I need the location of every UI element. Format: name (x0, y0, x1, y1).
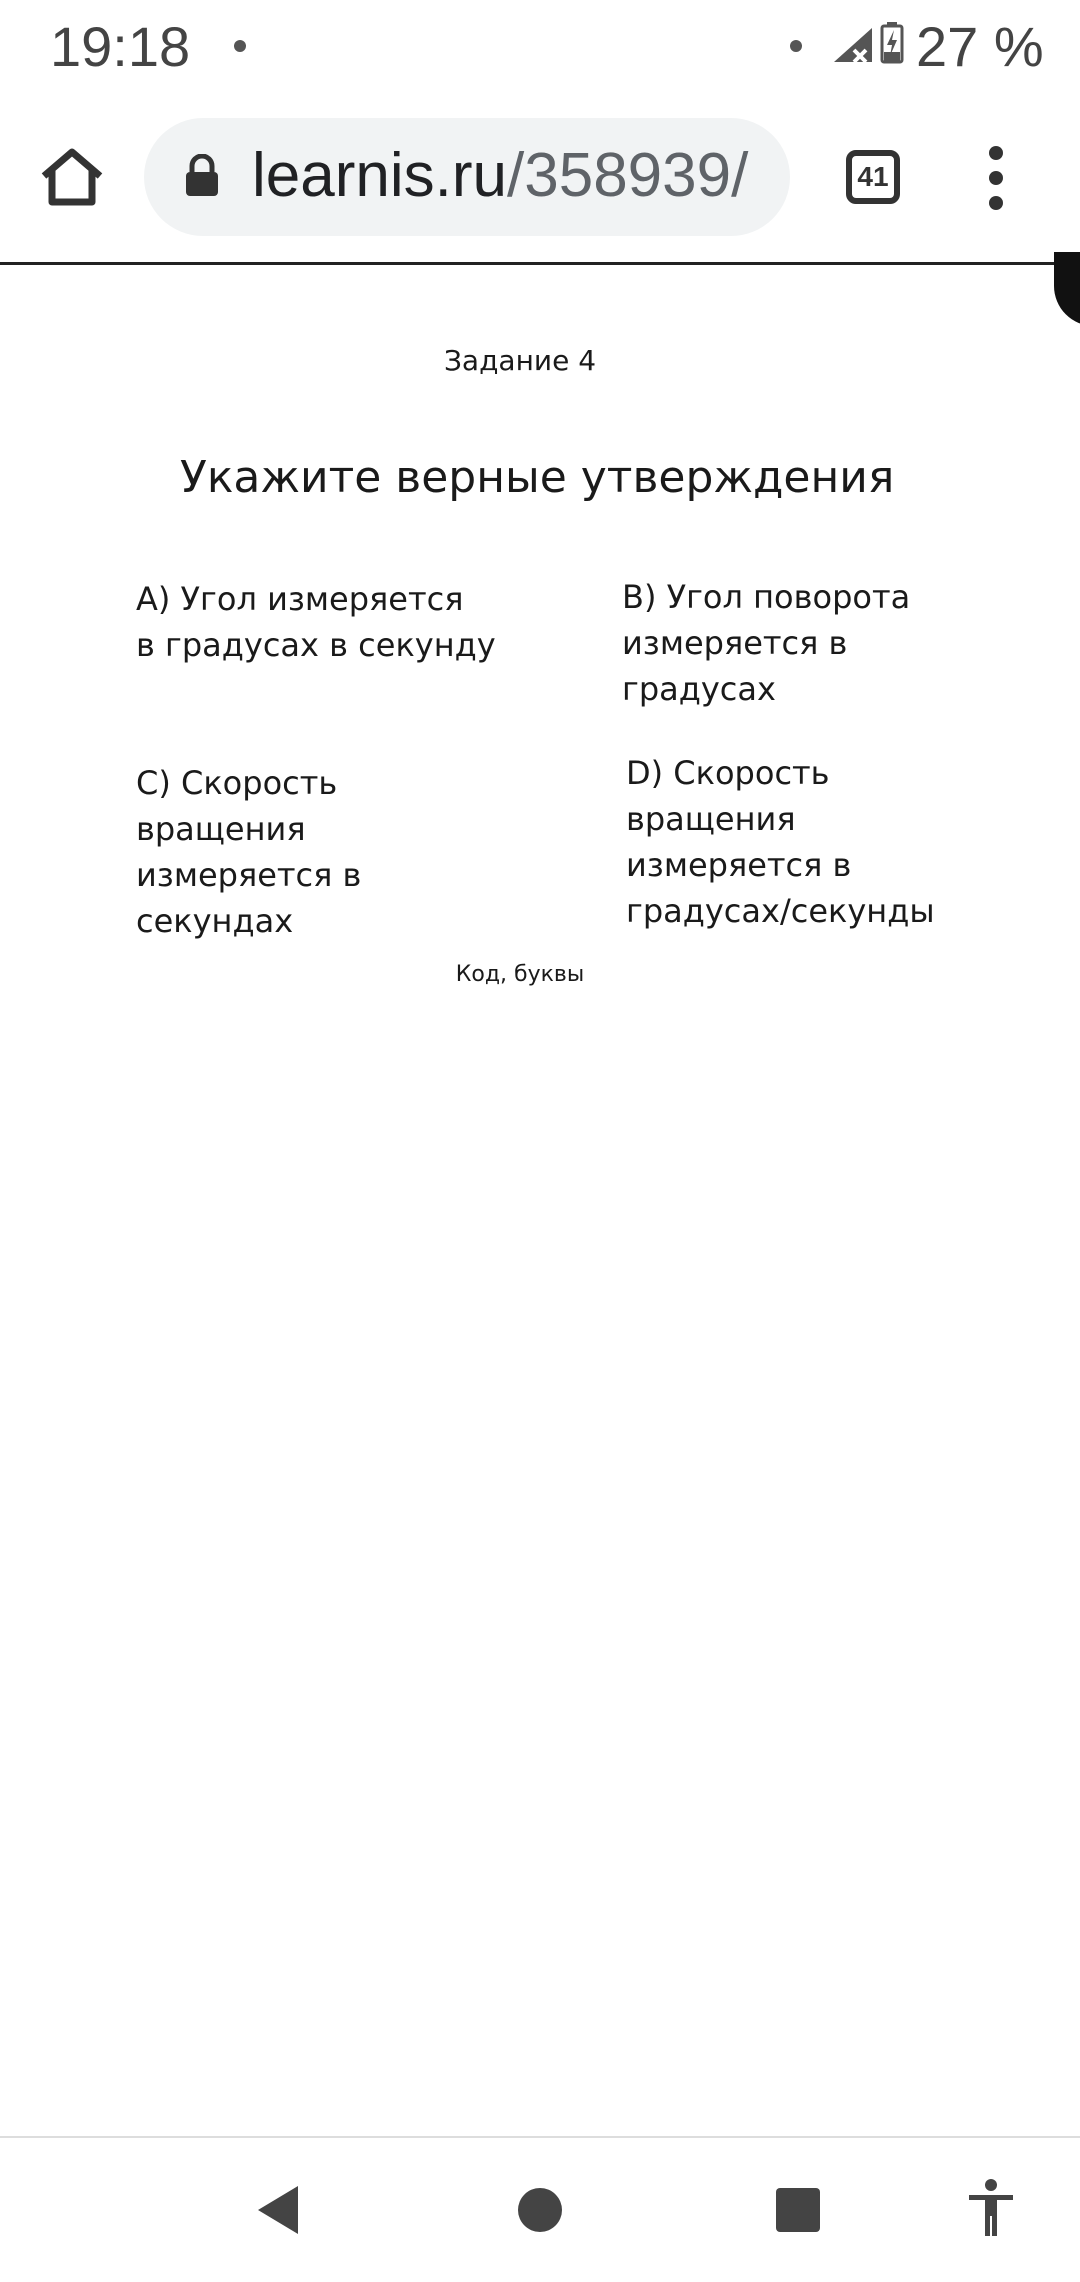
status-time: 19:18 (50, 15, 191, 78)
option-c (136, 760, 466, 944)
option-line: измеряется в (136, 856, 362, 894)
recent-apps-icon[interactable] (776, 2188, 820, 2232)
more-vertical-icon[interactable] (984, 146, 1008, 210)
status-bar (0, 0, 1080, 96)
option-line: измеряется в (626, 846, 852, 884)
task-label: Задание 4 (443, 344, 597, 377)
answer-code-label: Код, буквы (455, 962, 585, 987)
option-line: вращения (626, 800, 796, 838)
url-text[interactable] (252, 140, 748, 211)
tab-switcher-button[interactable]: 41 (846, 150, 900, 204)
url-host: learnis.ru (252, 141, 507, 210)
option-line: С) Скорость (136, 764, 338, 802)
battery-percent: 27 % (916, 15, 1044, 78)
system-nav-bar (0, 2136, 1080, 2282)
option-b (622, 574, 952, 712)
home-circle-icon[interactable] (518, 2188, 562, 2232)
option-line: вращения (136, 810, 306, 848)
option-a (136, 576, 516, 668)
option-line: D) Скорость (626, 754, 830, 792)
browser-toolbar (0, 96, 1080, 265)
option-line: B) Угол поворота (622, 578, 911, 616)
notification-dot-icon (234, 40, 246, 52)
option-line: измеряется в (622, 624, 848, 662)
signal-no-data-icon (832, 26, 876, 64)
option-line: A) Угол измеряется (136, 580, 464, 618)
option-line: градусах/секунды (626, 892, 935, 930)
option-line: в градусах в секунду (136, 626, 496, 664)
back-icon[interactable] (256, 2184, 300, 2236)
home-icon[interactable] (36, 142, 108, 214)
question-title: Укажите верные утверждения (180, 452, 895, 503)
url-path: /358939/ (507, 141, 749, 210)
accessibility-icon[interactable] (966, 2178, 1016, 2238)
notification-dot-icon (790, 40, 802, 52)
lock-icon (184, 154, 220, 198)
battery-charging-icon (880, 22, 904, 64)
address-bar[interactable] (144, 118, 790, 236)
edge-overlay (1054, 252, 1080, 326)
option-d (626, 750, 956, 934)
option-line: секундах (136, 902, 294, 940)
option-line: градусах (622, 670, 776, 708)
